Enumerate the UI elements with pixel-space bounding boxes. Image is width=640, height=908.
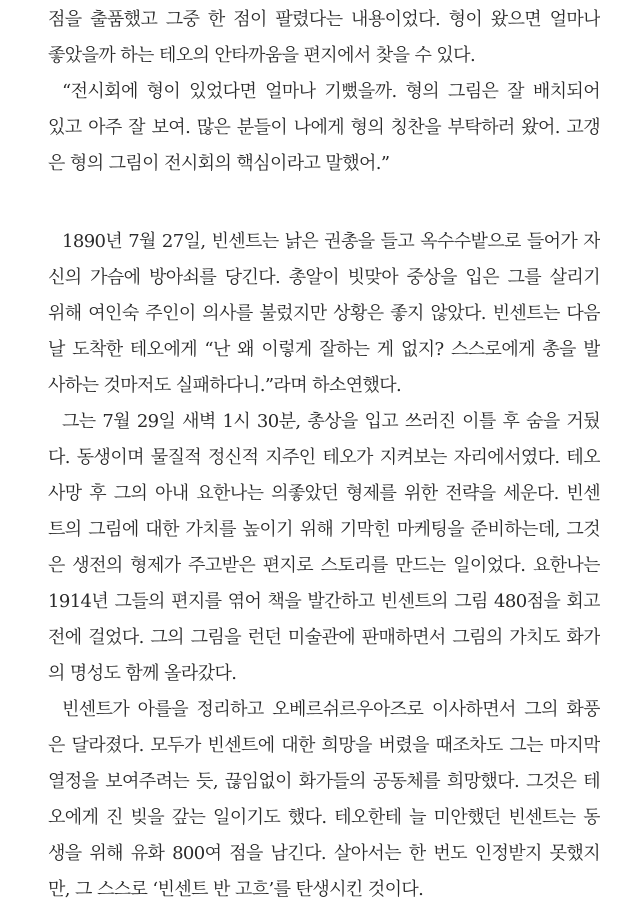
- text-line: 1914년 그들의 편지를 엮어 책을 발간하고 빈센트의 그림 480점을 회고: [48, 591, 600, 612]
- text-line: 전에 걸었다. 그의 그림을 런던 미술관에 판매하면서 그림의 가치도 화가: [48, 627, 600, 648]
- text-line: 오에게 진 빚을 갚는 일이기도 했다. 테오한테 늘 미안했던 빈센트는 동: [48, 807, 600, 828]
- text-line: 점을 출품했고 그중 한 점이 팔렸다는 내용이었다. 형이 왔으면 얼마나: [48, 9, 600, 30]
- text-line: 1890년 7월 27일, 빈센트는 낡은 권총을 들고 옥수수밭으로 들어가 자: [62, 231, 600, 252]
- paragraph-3: [48, 224, 600, 404]
- text-line: 트의 그림에 대한 가치를 높이기 위해 기막힌 마케팅을 준비하는데, 그것: [48, 519, 600, 540]
- text-line: 사망 후 그의 아내 요한나는 의좋았던 형제를 위한 전략을 세운다. 빈센: [48, 483, 600, 504]
- text-line: 은 달라졌다. 모두가 빈센트에 대한 희망을 버렸을 때조차도 그는 마지막: [48, 735, 600, 756]
- paragraph-4: [48, 404, 600, 692]
- paragraph-5: [48, 692, 600, 908]
- paragraph-1: [48, 2, 600, 74]
- text-line: 만, 그 스스로 ‘빈센트 반 고흐’를 탄생시킨 것이다.: [48, 879, 424, 900]
- text-line: 생을 위해 유화 800여 점을 남긴다. 살아서는 한 번도 인정받지 못했지: [48, 843, 600, 864]
- text-line: “전시회에 형이 있었다면 얼마나 기뻤을까. 형의 그림은 잘 배치되어: [62, 81, 600, 102]
- text-line: 은 생전의 형제가 주고받은 편지로 스토리를 만드는 일이었다. 요한나는: [48, 555, 600, 576]
- text-line: 빈센트가 아를을 정리하고 오베르쉬르우아즈로 이사하면서 그의 화풍: [62, 699, 600, 720]
- text-line: 열정을 보여주려는 듯, 끊임없이 화가들의 공동체를 희망했다. 그것은 테: [48, 771, 600, 792]
- text-line: 의 명성도 함께 올라갔다.: [48, 663, 237, 684]
- text-line: 좋았을까 하는 테오의 안타까움을 편지에서 찾을 수 있다.: [48, 45, 476, 66]
- text-line: 날 도착한 테오에게 “난 왜 이렇게 잘하는 게 없지? 스스로에게 총을 발: [48, 339, 600, 360]
- text-line: 위해 여인숙 주인이 의사를 불렀지만 상황은 좋지 않았다. 빈센트는 다음: [48, 303, 600, 324]
- text-line: 있고 아주 잘 보여. 많은 분들이 나에게 형의 칭찬을 부탁하러 왔어. 고갱: [48, 117, 600, 138]
- text-line: 사하는 것마저도 실패하다니.”라며 하소연했다.: [48, 375, 402, 396]
- document-page: [48, 2, 600, 908]
- text-line: 다. 동생이며 물질적 정신적 지주인 테오가 지켜보는 자리에서였다. 테오: [48, 447, 600, 468]
- text-line: 그는 7월 29일 새벽 1시 30분, 총상을 입고 쓰러진 이틀 후 숨을 거뒀: [62, 411, 600, 432]
- paragraph-quote: [48, 74, 600, 182]
- text-line: 신의 가슴에 방아쇠를 당긴다. 총알이 빗맞아 중상을 입은 그를 살리기: [48, 267, 600, 288]
- text-line: 은 형의 그림이 전시회의 핵심이라고 말했어.”: [48, 153, 390, 174]
- section-gap: [48, 182, 600, 224]
